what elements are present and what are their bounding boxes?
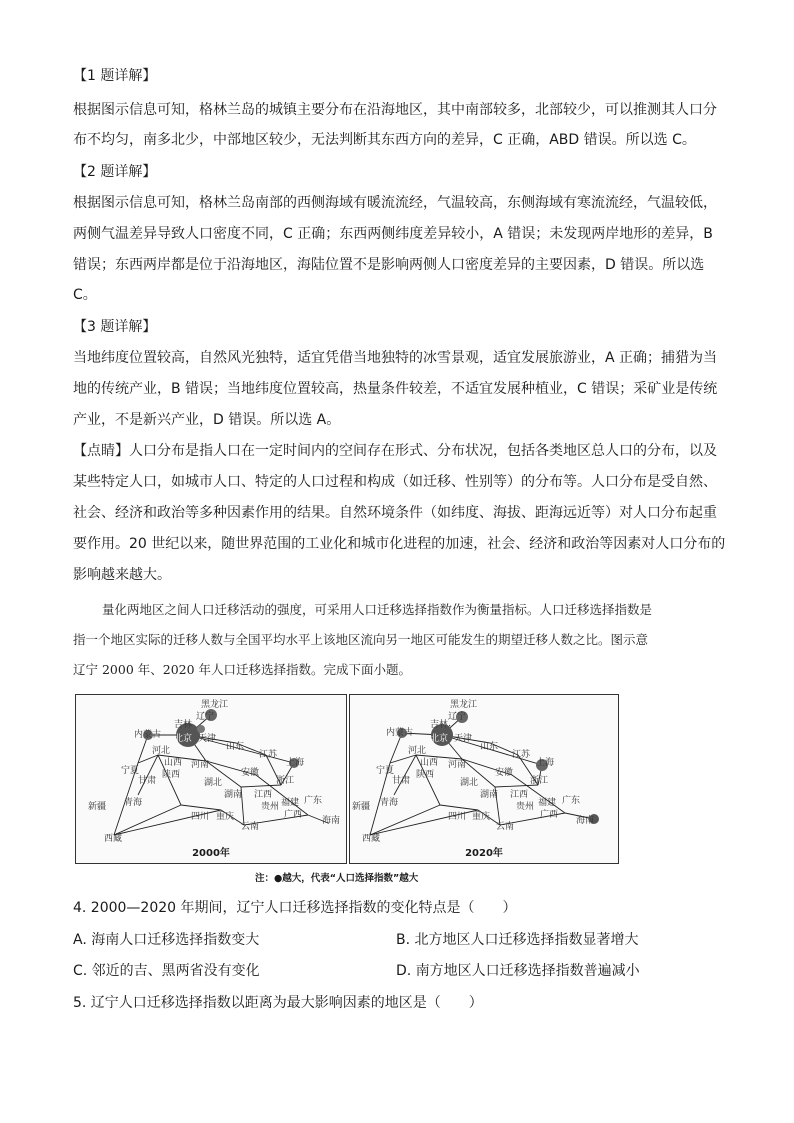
map-label: 甘肃 (392, 776, 411, 786)
map-2020-network (350, 695, 618, 863)
map-label: 海南 (576, 816, 595, 826)
map-label: 江苏 (512, 750, 531, 760)
map-label: 河北 (408, 746, 427, 756)
map-label: 吉林 (430, 720, 449, 730)
map-label: 湖南 (224, 790, 243, 800)
map-label: 河南 (191, 760, 210, 770)
map-label: 浙江 (530, 776, 549, 786)
map-label: 江苏 (259, 750, 278, 760)
map-note: 注：●越大，代表“人口选择指数”越大 (255, 873, 419, 884)
q4-option-c[interactable]: C. 邻近的吉、黑两省没有变化 (73, 963, 260, 979)
map-label: 上海 (286, 758, 305, 768)
map-2000 (75, 694, 347, 864)
map-label: 湖南 (480, 790, 499, 800)
map-label: 云南 (241, 822, 260, 832)
map-label: 山东 (226, 742, 245, 752)
map-label: 贵州 (516, 802, 535, 812)
map-2020 (349, 694, 619, 864)
map-label: 江西 (254, 790, 273, 800)
map-label: 广西 (540, 810, 559, 820)
intro-line-1: 量化两地区之间人口迁移活动的强度，可采用人口迁移选择指数作为衡量指标。人口迁移选择指数是 (102, 602, 653, 617)
map-label: 甘肃 (138, 776, 157, 786)
map-label: 重庆 (216, 812, 235, 822)
map-label: 辽宁 (196, 712, 215, 722)
tip-line-2: 某些特定人口，如城市人口、特定的人口过程和构成（如迁移、性别等）的分布等。人口分布是受自然、 (73, 474, 717, 490)
map-label: 山西 (164, 758, 183, 768)
map-label: 北京 (174, 734, 193, 744)
q4-option-d[interactable]: D. 南方地区人口迁移选择指数普遍减小 (396, 963, 640, 979)
map-label: 宁夏 (376, 766, 395, 776)
map-label: 北京 (430, 734, 449, 744)
map-label: 陕西 (162, 770, 181, 780)
tip-line-3: 社会、经济和政治等多种因素作用的结果。自然环境条件（如纬度、海拔、距海远近等）对人口分布起重 (73, 505, 717, 521)
map-label: 湖北 (204, 778, 223, 788)
q4-option-a[interactable]: A. 海南人口迁移选择指数变大 (73, 932, 260, 948)
map-label: 宁夏 (121, 766, 140, 776)
map-label: 辽宁 (448, 712, 467, 722)
q2-line-4: C。 (73, 287, 97, 303)
intro-line-3: 辽宁 2000 年、2020 年人口迁移选择指数。完成下面小题。 (73, 662, 412, 677)
q4-option-b[interactable]: B. 北方地区人口迁移选择指数显著增大 (396, 932, 639, 948)
q2-line-2: 两侧气温差异导致人口密度不同，C 正确；东西两侧纬度差异较小，A 错误；未发现两岸地形的差异，B (73, 226, 713, 242)
q1-heading: 【1 题详解】 (73, 68, 157, 84)
q3-heading: 【3 题详解】 (73, 319, 157, 335)
map-label: 贵州 (261, 802, 280, 812)
map-label: 吉林 (174, 720, 193, 730)
map-label: 河南 (448, 760, 467, 770)
map-label: 福建 (538, 798, 557, 808)
map-label: 内蒙古 (386, 728, 414, 738)
map-label: 青海 (380, 798, 399, 808)
map-label: 重庆 (472, 812, 491, 822)
q3-line-3: 产业，不是新兴产业，D 错误。所以选 A。 (73, 412, 341, 428)
map-label: 西藏 (362, 834, 381, 844)
map-label: 西藏 (104, 834, 123, 844)
q1-line-2: 布不均匀，南多北少，中部地区较少，无法判断其东西方向的差异，C 正确，ABD 错误。所以选 C。 (73, 132, 696, 148)
map-label: 江西 (510, 790, 529, 800)
intro-line-2: 指一个地区实际的迁移人数与全国平均水平上该地区流向另一地区可能发生的期望迁移人数之比。图示意 (73, 632, 649, 647)
q3-line-1: 当地纬度位置较高，自然风光独特，适宜凭借当地独特的冰雪景观，适宜发展旅游业，A 正确；捕猎为当 (73, 350, 718, 366)
map-label: 广东 (562, 796, 581, 806)
map-label: 安徽 (241, 768, 260, 778)
q2-heading: 【2 题详解】 (73, 164, 157, 180)
map-label: 新疆 (352, 802, 371, 812)
q4-stem: 4. 2000—2020 年期间，辽宁人口迁移选择指数的变化特点是（ ） (73, 900, 517, 916)
q2-line-3: 错误；东西两岸都是位于沿海地区，海陆位置不是影响两侧人口密度差异的主要因素，D 错误。所以选 (73, 257, 705, 273)
map-label: 浙江 (276, 776, 295, 786)
map-label: 广东 (304, 796, 323, 806)
map-label: 山东 (480, 742, 499, 752)
map-label: 山西 (420, 758, 439, 768)
map-label: 湖北 (460, 778, 479, 788)
map-label: 四川 (448, 812, 467, 822)
tip-line-5: 影响越来越大。 (73, 567, 171, 583)
map-label: 内蒙古 (134, 730, 162, 740)
map-label: 河北 (152, 746, 171, 756)
map-label: 海南 (322, 816, 341, 826)
q5-stem: 5. 辽宁人口迁移选择指数以距离为最大影响因素的地区是（ ） (73, 995, 483, 1011)
map-label: 四川 (191, 812, 210, 822)
map-label: 黑龙江 (450, 700, 478, 710)
tip-line-4: 要作用。20 世纪以来，随世界范围的工业化和城市化进程的加速，社会、经济和政治等因素对人口分布的 (73, 536, 726, 552)
q3-line-2: 地的传统产业，B 错误；当地纬度位置较高，热量条件较差，不适宜发展种植业，C 错误；采矿业是传统 (73, 381, 718, 397)
q1-line-1: 根据图示信息可知，格林兰岛的城镇主要分布在沿海地区，其中南部较多，北部较少，可以推测其人口分 (73, 102, 717, 118)
map-label: 福建 (281, 798, 300, 808)
map-label: 新疆 (88, 802, 107, 812)
map-label: 黑龙江 (201, 700, 229, 710)
map-label: 天津 (198, 734, 217, 744)
tip-line-1: 【点睛】人口分布是指人口在一定时间内的空间存在形式、分布状况，包括各类地区总人口的分布，以及 (73, 443, 717, 459)
map-2020-year: 2020年 (465, 848, 503, 859)
map-label: 陕西 (416, 770, 435, 780)
map-label: 云南 (496, 822, 515, 832)
q2-line-1: 根据图示信息可知，格林兰岛南部的西侧海域有暖流流经，气温较高，东侧海域有寒流流经，气温较低， (73, 195, 717, 211)
map-label: 青海 (124, 798, 143, 808)
map-label: 安徽 (495, 768, 514, 778)
map-2000-year: 2000年 (192, 848, 230, 859)
map-label: 天津 (454, 734, 473, 744)
map-label: 广西 (284, 810, 303, 820)
map-label: 上海 (536, 758, 555, 768)
